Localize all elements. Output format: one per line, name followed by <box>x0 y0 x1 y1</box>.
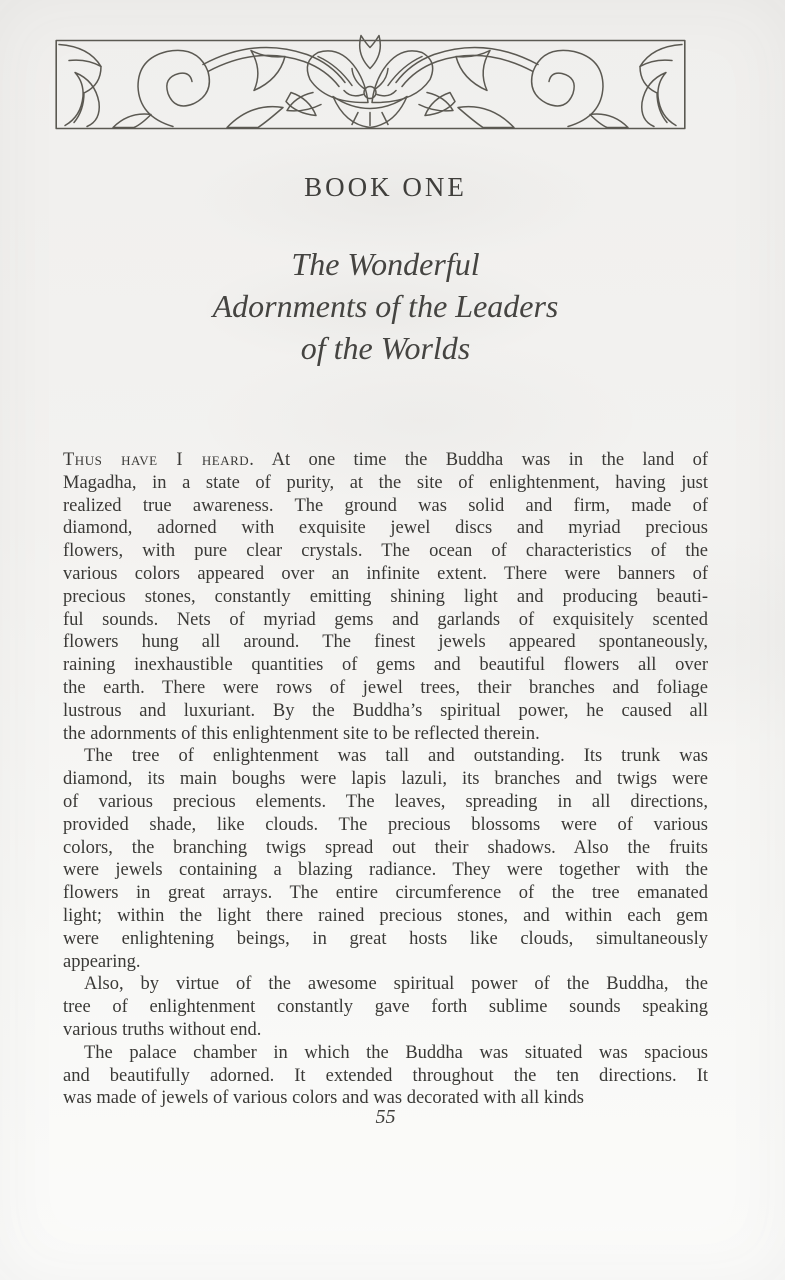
paragraph <box>63 745 708 973</box>
text-line: diamond, adorned with exquisite jewel discs and myriad precious <box>63 518 708 539</box>
body-text <box>63 449 708 1110</box>
text-line: was made of jewels of various colors and was decorated with all kinds <box>63 1088 584 1109</box>
text-line: raining inexhaustible quantities of gems and beautiful flowers all over <box>63 655 708 676</box>
paragraph <box>63 449 708 745</box>
opening-small-caps: Thus have I heard. <box>63 450 255 470</box>
text-line: ful sounds. Nets of myriad gems and garlands of exquisitely scented <box>63 609 708 630</box>
text-line: Thus have I heard. At one time the Buddha was in the land of <box>63 450 708 470</box>
text-line: of various precious elements. The leaves, spreading in all directions, <box>63 791 708 812</box>
text-line: realized true awareness. The ground was solid and firm, made of <box>63 495 708 516</box>
text-line: colors, the branching twigs spread out their shadows. Also the fruits <box>63 837 708 858</box>
text-line: Also, by virtue of the awesome spiritual power of the Buddha, the <box>84 974 708 995</box>
text-line: the adornments of this enlightenment site to be reflected therein. <box>63 723 540 744</box>
text-line: Magadha, in a state of purity, at the site of enlightenment, having just <box>63 472 708 493</box>
text-line: light; within the light there rained precious stones, and within each gem <box>63 905 708 926</box>
book-heading: BOOK ONE <box>304 172 467 202</box>
text-line: were jewels containing a blazing radiance. They were together with the <box>63 860 708 881</box>
text-line: flowers hung all around. The finest jewels appeared spontaneously, <box>63 632 708 653</box>
text-line: lustrous and luxuriant. By the Buddha’s spiritual power, he caused all <box>63 700 708 721</box>
text-line: were enlightening beings, in great hosts like clouds, simultaneously <box>63 928 708 949</box>
page-number: 55 <box>375 1106 396 1128</box>
text-line: flowers, with pure clear crystals. The ocean of characteristics of the <box>63 541 708 562</box>
text-line: various colors appeared over an infinite extent. There were banners of <box>63 563 708 584</box>
chapter-title-line: The Wonderful <box>291 246 480 282</box>
text-line: appearing. <box>63 951 141 972</box>
paragraph <box>63 1042 708 1110</box>
floral-scroll-icon <box>55 32 686 137</box>
text-line: precious stones, constantly emitting shining light and producing beauti- <box>63 586 708 607</box>
chapter-title-line: Adornments of the Leaders <box>212 288 559 324</box>
text-line: flowers in great arrays. The entire circumference of the tree emanated <box>63 883 708 904</box>
text-line: diamond, its main boughs were lapis lazuli, its branches and twigs were <box>63 769 708 790</box>
text-line: The palace chamber in which the Buddha was situated was spacious <box>84 1042 708 1063</box>
text-line: tree of enlightenment constantly gave forth sublime sounds speaking <box>63 997 708 1018</box>
text-line: The tree of enlightenment was tall and outstanding. Its trunk was <box>84 746 708 767</box>
headpiece-ornament <box>55 32 686 137</box>
text-line: the earth. There were rows of jewel trees, their branches and foliage <box>63 677 708 698</box>
chapter-title-line: of the Worlds <box>300 330 471 366</box>
paragraph <box>63 973 708 1041</box>
text-line: various truths without end. <box>63 1019 262 1040</box>
text-line: provided shade, like clouds. The precious blossoms were of various <box>63 814 708 835</box>
text-line: and beautifully adorned. It extended throughout the ten directions. It <box>63 1065 708 1086</box>
chapter-title <box>43 243 728 369</box>
